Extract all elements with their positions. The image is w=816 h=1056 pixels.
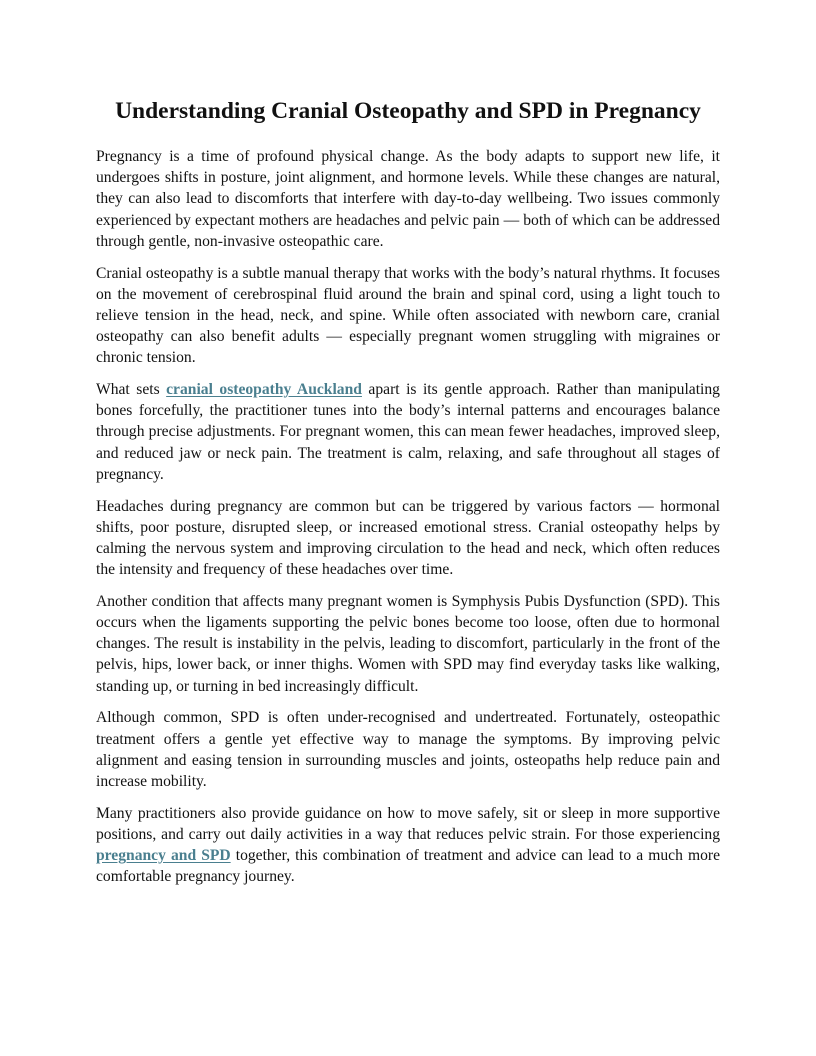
paragraph-text-after-link: apart is its gentle approach. Rather than manipulating bones forcefully, the practitioner tunes into the body’s internal patterns and encourages balance through precise adjustments. For pregnant women, this can mean fewer headaches, improved sleep, and reduced jaw or neck pain. The treatment is calm, relaxing, and safe throughout all stages of pregnancy. — [96, 381, 720, 483]
paragraph-practitioner-guidance — [96, 803, 720, 888]
paragraph-spd-definition: Another condition that affects many pregnant women is Symphysis Pubis Dysfunction (SPD). This occurs when the ligaments supporting the pelvic bones become too loose, often due to hormonal changes. The result is instability in the pelvis, leading to discomfort, particularly in the front of the pelvis, hips, lower back, or inner thighs. Women with SPD may find everyday tasks like walking, standing up, or turning in bed increasingly difficult. — [96, 592, 720, 695]
pregnancy-and-spd-link[interactable]: pregnancy and SPD — [96, 847, 231, 865]
paragraph-text-before-link: What sets — [96, 381, 167, 399]
paragraph-gentle-approach — [96, 379, 720, 485]
paragraph-intro: Pregnancy is a time of profound physical change. As the body adapts to support new life, it undergoes shifts in posture, joint alignment, and hormone levels. While these changes are natural, they can also lead to discomforts that interfere with day-to-day wellbeing. Two issues commonly experienced by expectant mothers are headaches and pelvic pain — both of which can be addressed through gentle, non-invasive osteopathic care. — [96, 148, 720, 250]
paragraph-headaches: Headaches during pregnancy are common but can be triggered by various factors — hormonal shifts, poor posture, disrupted sleep, or increased emotional stress. Cranial osteopathy helps by calming the nervous system and improving circulation to the head and neck, which often reduces the intensity and frequency of these headaches over time. — [96, 497, 720, 579]
paragraph-text-after-link: together, this combination of treatment and advice can lead to a much more comfortable pregnancy journey. — [96, 847, 720, 886]
paragraph-text-before-link: Many practitioners also provide guidance on how to move safely, sit or sleep in more supportive positions, and carry out daily activities in a way that reduces pelvic strain. For those experiencing — [96, 804, 720, 843]
document-page — [96, 96, 720, 898]
paragraph-cranial-osteopathy: Cranial osteopathy is a subtle manual therapy that works with the body’s natural rhythms. It focuses on the movement of cerebrospinal fluid around the brain and spinal cord, using a light touch to relieve tension in the head, neck, and spine. While often associated with newborn care, cranial osteopathy can also benefit adults — especially pregnant women struggling with migraines or chronic tension. — [96, 264, 720, 367]
paragraph-spd-treatment: Although common, SPD is often under-recognised and undertreated. Fortunately, osteopathic treatment offers a gentle yet effective way to manage the symptoms. By improving pelvic alignment and easing tension in surrounding muscles and joints, osteopaths help reduce pain and increase mobility. — [96, 709, 720, 790]
cranial-osteopathy-auckland-link[interactable]: cranial osteopathy Auckland — [166, 381, 362, 399]
document-title: Understanding Cranial Osteopathy and SPD in Pregnancy — [115, 98, 701, 124]
